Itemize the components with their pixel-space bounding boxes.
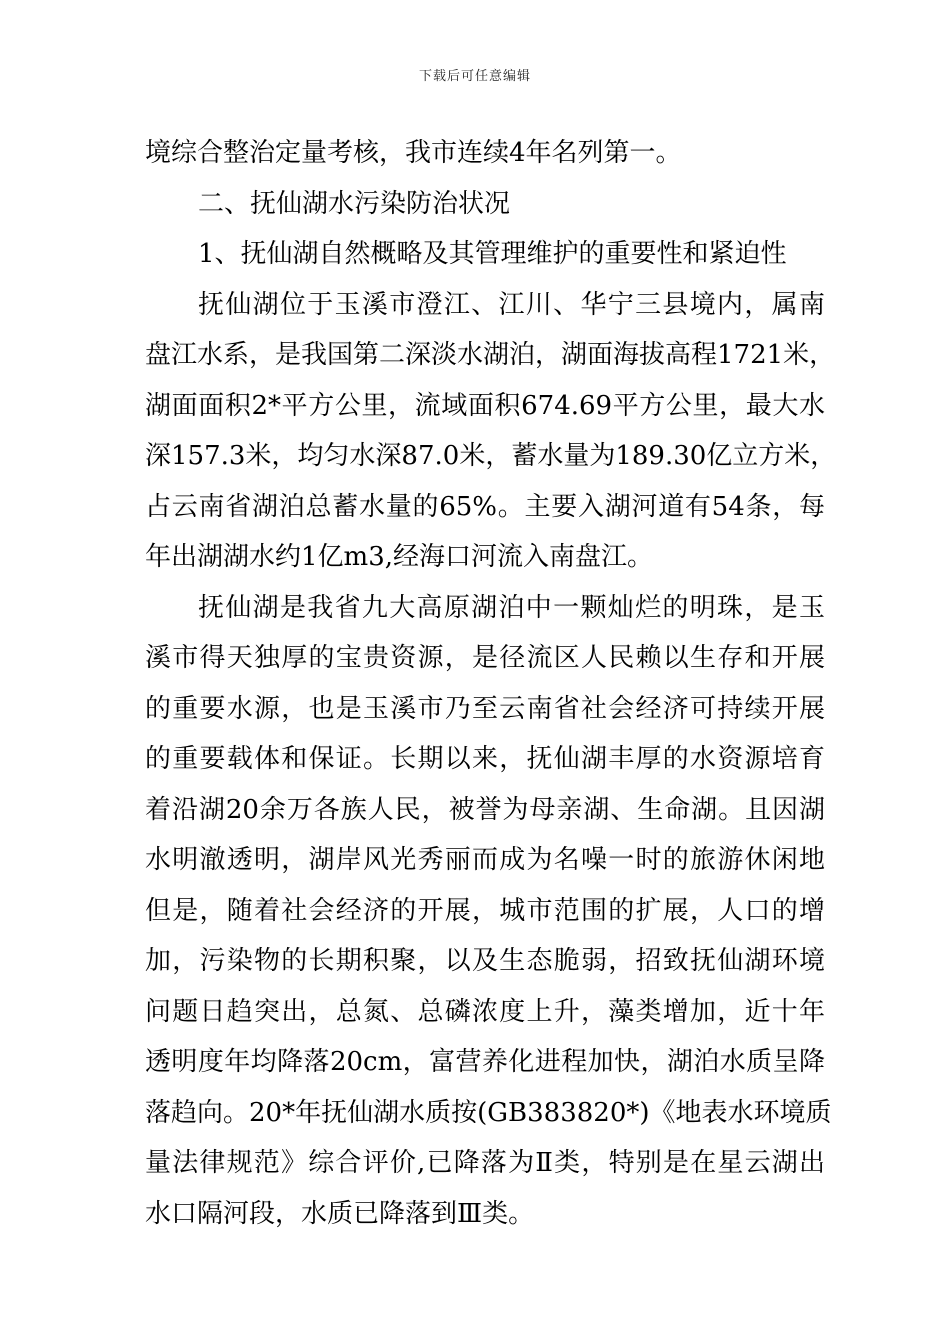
text-line: 水口隔河段，水质已降落到Ⅲ类。	[145, 1198, 535, 1229]
text-line: 深157.3米，均匀水深87.0米，蓄水量为189.30亿立方米，	[145, 441, 837, 471]
text-line: 透明度年均降落20cm，富营养化进程加快，湖泊水质呈降	[145, 1047, 825, 1077]
text-line: 1、抚仙湖自然概略及其管理维护的重要性和紧迫性	[198, 239, 787, 269]
text-line: 但是，随着社会经济的开展，城市范围的扩展，人口的增	[145, 895, 825, 926]
text-line: 着沿湖20余万各族人民，被誉为母亲湖、生命湖。且因湖	[145, 794, 825, 825]
page-header: 下载后可任意编辑	[418, 69, 531, 84]
text-line: 水明澈透明，湖岸风光秀丽而成为名噪一时的旅游休闲地	[145, 845, 825, 875]
text-line: 溪市得天独厚的宝贵资源，是径流区人民赖以生存和开展	[145, 643, 825, 673]
text-line: 加，污染物的长期积聚，以及生态脆弱，招致抚仙湖环境	[145, 946, 825, 976]
text-line: 落趋向。20*年抚仙湖水质按(GB383820*)《地表水环境质	[145, 1097, 832, 1128]
text-line: 二、抚仙湖水污染防治状况	[198, 188, 511, 219]
text-line: 盘江水系，是我国第二深淡水湖泊，湖面海拔高程1721米，	[145, 340, 836, 370]
text-line: 的重要载体和保证。长期以来，抚仙湖丰厚的水资源培育	[145, 744, 825, 774]
text-line: 年出湖湖水约1亿m3,经海口河流入南盘江。	[145, 542, 654, 572]
text-line: 抚仙湖位于玉溪市澄江、江川、华宁三县境内，属南	[198, 289, 825, 320]
text-line: 湖面面积2*平方公里，流域面积674.69平方公里，最大水	[145, 390, 825, 421]
document-body	[145, 128, 837, 1239]
text-line: 量法律规范》综合评价,已降落为Ⅱ类，特别是在星云湖出	[145, 1148, 825, 1178]
text-line: 问题日趋突出，总氮、总磷浓度上升，藻类增加，近十年	[145, 996, 825, 1027]
text-line: 抚仙湖是我省九大高原湖泊中一颗灿烂的明珠，是玉	[198, 592, 825, 623]
text-line: 的重要水源，也是玉溪市乃至云南省社会经济可持续开展	[145, 693, 825, 724]
text-line: 占云南省湖泊总蓄水量的65%。主要入湖河道有54条，每	[145, 491, 825, 522]
text-line: 境综合整治定量考核，我市连续4年名列第一。	[145, 138, 682, 168]
